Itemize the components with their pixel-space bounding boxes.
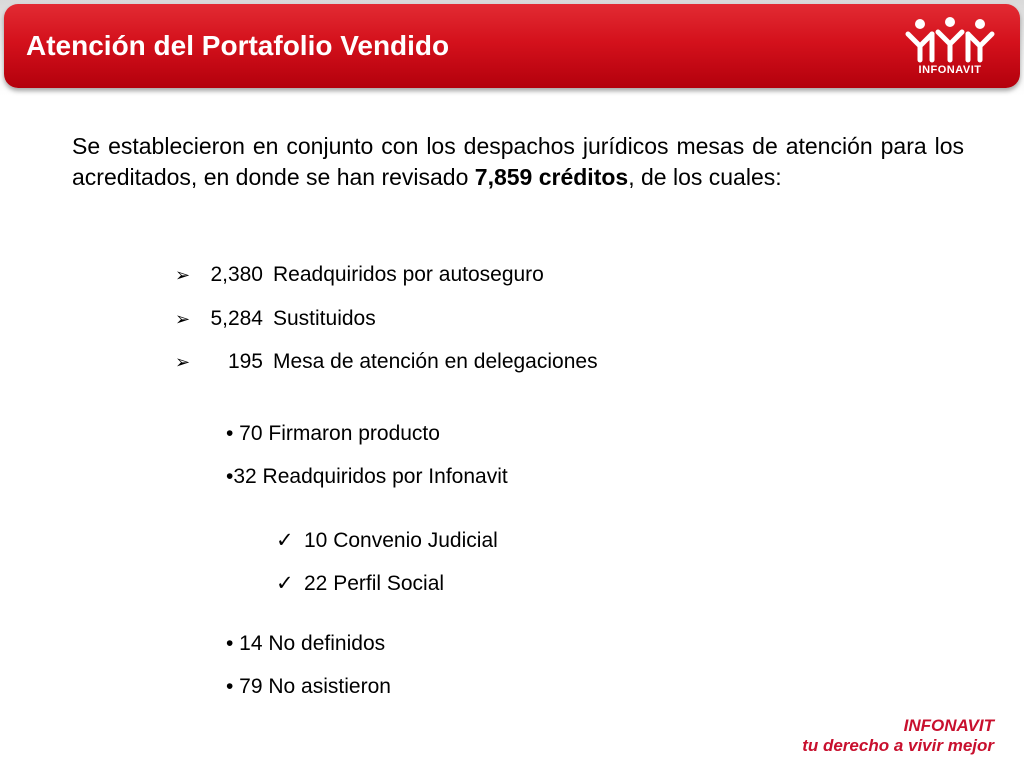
intro-highlight: 7,859 créditos [474,164,629,190]
sub-item-no-asistieron: • 79 No asistieron [226,675,391,698]
sub-item-firmaron: • 70 Firmaron producto [226,422,440,445]
check-icon: ✓ [276,529,294,552]
intro-text-end: , de los cuales: [628,164,782,190]
list-item [175,307,376,331]
page-title: Atención del Portafolio Vendido [26,30,450,61]
item-label: Mesa de atención en delegaciones [273,350,598,373]
check-item [276,571,444,596]
item-label: Sustituidos [273,307,376,330]
arrow-bullet-icon: ➢ [175,309,191,329]
check-item [276,528,498,553]
arrow-bullet-icon: ➢ [175,265,191,285]
item-number: 2,380 [210,263,263,286]
list-item [175,263,544,287]
infonavit-logo-icon [900,14,1000,64]
list-item [175,350,598,374]
footer-slogan [802,716,994,756]
arrow-bullet-icon: ➢ [175,352,191,372]
item-label: Readquiridos por autoseguro [273,263,544,286]
footer-brand: INFONAVIT [903,716,994,735]
infonavit-logo [900,14,1000,78]
item-number: 195 [227,350,263,373]
sub-item-no-definidos: • 14 No definidos [226,632,386,655]
item-number: 5,284 [210,307,263,330]
intro-text: Se establecieron en conjunto con los despachos jurídicos mesas de atención para los acreditados, en donde se han revisado [72,133,964,190]
intro-paragraph [72,131,964,193]
footer-tagline: tu derecho a vivir mejor [802,736,994,755]
sub-item-readquiridos: •32 Readquiridos por Infonavit [226,465,508,488]
check-item-label: 10 Convenio Judicial [304,529,498,552]
logo-text: INFONAVIT [918,64,982,76]
check-item-label: 22 Perfil Social [304,572,445,595]
check-icon: ✓ [276,572,294,595]
